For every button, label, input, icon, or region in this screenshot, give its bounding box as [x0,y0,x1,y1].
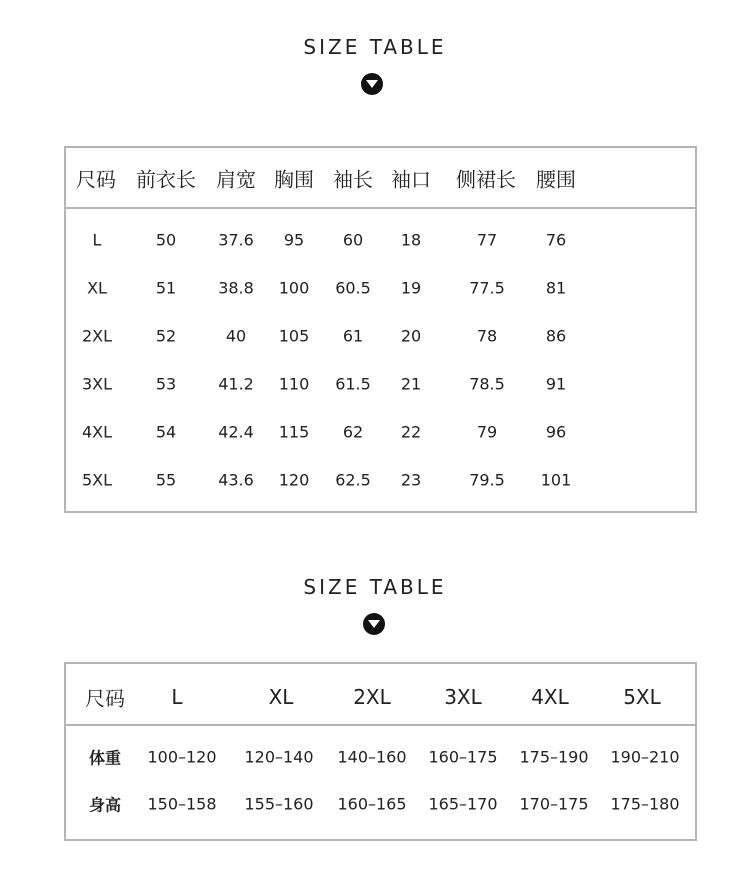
column-header: 前衣长 [136,167,196,192]
column-header: 肩宽 [216,167,256,192]
column-header: 5XL [623,685,661,709]
table-cell: 160–175 [428,747,498,767]
size-label: 5XL [81,470,113,490]
table-cell: 120 [278,470,310,490]
chevron-down-circle-icon [361,73,383,95]
table-cell: 61 [342,326,364,346]
table-cell: 95 [283,230,305,250]
size-table-title-1: SIZE TABLE [303,35,447,59]
table-cell: 160–165 [337,794,407,814]
column-header: 2XL [353,685,391,709]
table-cell: 53 [155,374,177,394]
table-cell: 62.5 [335,470,371,490]
column-header: 袖长 [333,167,373,192]
table-cell: 38.8 [218,278,254,298]
table-cell: 20 [400,326,422,346]
table-cell: 42.4 [218,422,254,442]
table-cell: 96 [545,422,567,442]
table-cell: 40 [225,326,247,346]
table-cell: 150–158 [147,794,217,814]
table-cell: 62 [342,422,364,442]
row-label: 体重 [88,748,122,768]
table-cell: 78.5 [469,374,505,394]
size-table-title-2: SIZE TABLE [303,575,447,599]
row-label: 身高 [88,795,122,815]
table-cell: 21 [400,374,422,394]
table-cell: 110 [278,374,310,394]
table-cell: 175–180 [610,794,680,814]
column-header: 尺码 [85,686,125,711]
table-cell: 23 [400,470,422,490]
column-header: 袖口 [391,167,431,192]
table-cell: 61.5 [335,374,371,394]
table-cell: 81 [545,278,567,298]
table-cell: 41.2 [218,374,254,394]
table-cell: 165–170 [428,794,498,814]
table-cell: 79 [476,422,498,442]
table-cell: 18 [400,230,422,250]
table-cell: 91 [545,374,567,394]
table-cell: 115 [278,422,310,442]
column-header: 胸围 [274,167,314,192]
table-cell: 55 [155,470,177,490]
table-cell: 19 [400,278,422,298]
column-header: L [171,685,183,709]
table-cell: 155–160 [244,794,314,814]
table-cell: 78 [476,326,498,346]
column-header: 侧裙长 [456,167,516,192]
table-cell: 170–175 [519,794,589,814]
table-cell: 190–210 [610,747,680,767]
table-cell: 50 [155,230,177,250]
size-label: 4XL [81,422,113,442]
size-table-1 [64,146,697,513]
table-cell: 22 [400,422,422,442]
column-header: 尺码 [76,167,116,192]
table-cell: 60.5 [335,278,371,298]
table-cell: 52 [155,326,177,346]
table-cell: 60 [342,230,364,250]
column-header: 4XL [531,685,569,709]
table-cell: 51 [155,278,177,298]
table-cell: 54 [155,422,177,442]
table-cell: 140–160 [337,747,407,767]
table-cell: 76 [545,230,567,250]
size-label: L [92,230,102,250]
table-cell: 120–140 [244,747,314,767]
table-cell: 43.6 [218,470,254,490]
column-header: 腰围 [536,167,576,192]
table-cell: 101 [540,470,572,490]
column-header: 3XL [444,685,482,709]
table-header-divider [66,207,695,209]
size-label: 3XL [81,374,113,394]
table-cell: 105 [278,326,310,346]
size-label: XL [87,278,107,298]
table-cell: 79.5 [469,470,505,490]
chevron-down-circle-icon [363,613,385,635]
table-cell: 100 [278,278,310,298]
column-header: XL [268,685,294,709]
table-cell: 77 [476,230,498,250]
table-header-divider [66,724,695,726]
size-table-2 [64,662,697,841]
table-cell: 37.6 [218,230,254,250]
table-cell: 100–120 [147,747,217,767]
size-label: 2XL [81,326,113,346]
table-cell: 77.5 [469,278,505,298]
table-cell: 175–190 [519,747,589,767]
table-cell: 86 [545,326,567,346]
